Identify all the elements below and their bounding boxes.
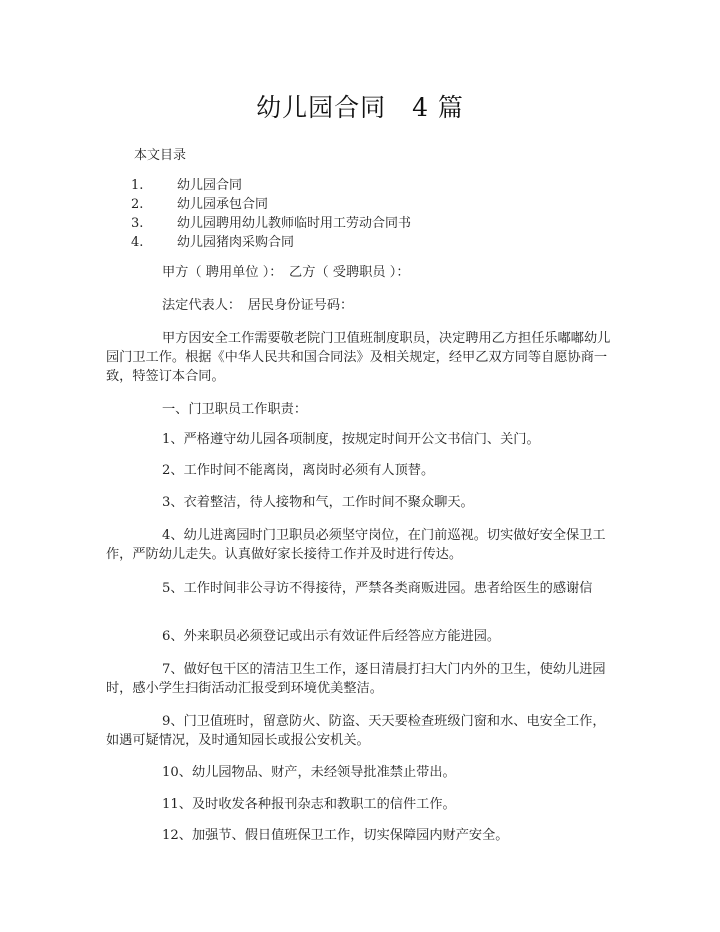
representative-line: 法定代表人： 居民身份证号码： bbox=[162, 298, 354, 313]
duty-item: 7、做好包干区的清洁卫生工作，逐日清晨打扫大门内外的卫生，使幼儿进园时，感小学生扫街活动汇报受到环境优美整洁。 bbox=[106, 662, 606, 696]
toc-item-label: 幼儿园聘用幼儿教师临时用工劳动合同书 bbox=[177, 216, 412, 231]
toc-item-label: 幼儿园猪肉采购合同 bbox=[177, 235, 295, 250]
toc-item-number: 2. bbox=[131, 197, 144, 212]
toc-item-number: 1. bbox=[131, 178, 144, 193]
toc-item-number: 3. bbox=[131, 216, 144, 231]
table-of-contents bbox=[131, 176, 411, 252]
toc-item[interactable] bbox=[131, 195, 411, 214]
duty-item: 3、衣着整洁，待人接物和气，工作时间不聚众聊天。 bbox=[162, 495, 474, 510]
duty-item: 6、外来职员必须登记或出示有效证件后经答应方能进园。 bbox=[162, 629, 501, 644]
toc-item-label: 幼儿园合同 bbox=[177, 178, 243, 193]
toc-item-label: 幼儿园承包合同 bbox=[177, 197, 269, 212]
toc-heading: 本文目录 bbox=[134, 148, 187, 163]
toc-item[interactable] bbox=[131, 233, 411, 252]
section-heading: 一、门卫职员工作职责： bbox=[162, 402, 308, 417]
duty-item: 5、工作时间非公寻访不得接待，严禁各类商贩进园。患者给医生的感谢信 bbox=[162, 581, 593, 596]
toc-item[interactable] bbox=[131, 214, 411, 233]
duty-item: 2、工作时间不能离岗，离岗时必须有人顶替。 bbox=[162, 463, 435, 478]
duty-item: 1、严格遵守幼儿园各项制度，按规定时间开公文书信门、关门。 bbox=[162, 432, 540, 447]
party-line: 甲方（ 聘用单位 ）： 乙方（ 受聘职员 ）： bbox=[162, 265, 410, 280]
duty-item: 10、幼儿园物品、财产，未经领导批准禁止带出。 bbox=[162, 765, 456, 780]
duty-item: 12、加强节、假日值班保卫工作，切实保障园内财产安全。 bbox=[162, 828, 509, 843]
preamble-paragraph: 甲方因安全工作需要敬老院门卫值班制度职员，决定聘用乙方担任乐嘟嘟幼儿园门卫工作。根据《中华人民共和国合同法》及相关规定，经甲乙双方同等自愿协商一致，特签订本合同。 bbox=[106, 331, 611, 384]
toc-item[interactable] bbox=[131, 176, 411, 195]
duty-item: 4、幼儿进离园时门卫职员必须坚守岗位，在门前巡视。切实做好安全保卫工作，严防幼儿走失。认真做好家长接待工作并及时进行传达。 bbox=[106, 528, 606, 562]
duty-item: 9、门卫值班时，留意防火、防盗、天天要检查班级门窗和水、电安全工作，如遇可疑情况，及时通知园长或报公安机关。 bbox=[106, 714, 606, 748]
toc-item-number: 4. bbox=[131, 235, 144, 250]
duty-item: 11、及时收发各种报刊杂志和教职工的信件工作。 bbox=[162, 797, 456, 812]
document-title: 幼儿园合同 4 篇 bbox=[256, 93, 464, 122]
